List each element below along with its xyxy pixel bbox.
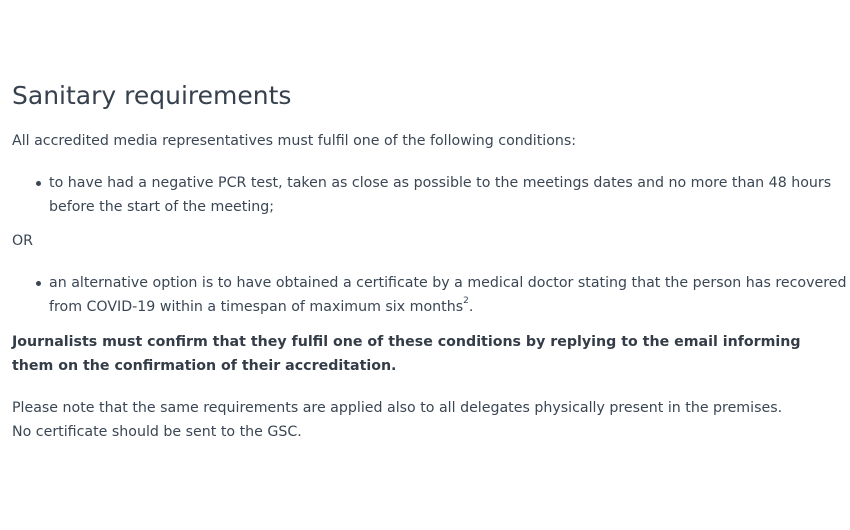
- footer-note-delegates: Please note that the same requirements are applied also to all delegates physically present in the premises.: [12, 400, 783, 416]
- list-item-text: an alternative option is to have obtained a certificate by a medical doctor stating that the person has recovered from COVID-19 within a timespan of maximum six months: [49, 275, 847, 315]
- or-separator: OR: [12, 233, 34, 249]
- bullet-icon: [36, 181, 41, 186]
- list-item-certificate: [49, 271, 849, 319]
- list-item-trailing: .: [468, 299, 474, 315]
- intro-text: All accredited media representatives must fulfil one of the following conditions:: [12, 133, 577, 149]
- list-item-pcr-test: [49, 171, 849, 219]
- footer-note-certificate: No certificate should be sent to the GSC.: [12, 424, 302, 440]
- bullet-icon: [36, 281, 41, 286]
- list-item-text: to have had a negative PCR test, taken as close as possible to the meetings dates and no more than 48 hours before the start of the meeting;: [49, 175, 832, 215]
- confirmation-note: Journalists must confirm that they fulfil one of these conditions by replying to the email informing them on the confirmation of their accreditation.: [12, 334, 801, 374]
- section-title: Sanitary requirements: [12, 81, 292, 110]
- footnote-link[interactable]: 2: [463, 296, 469, 307]
